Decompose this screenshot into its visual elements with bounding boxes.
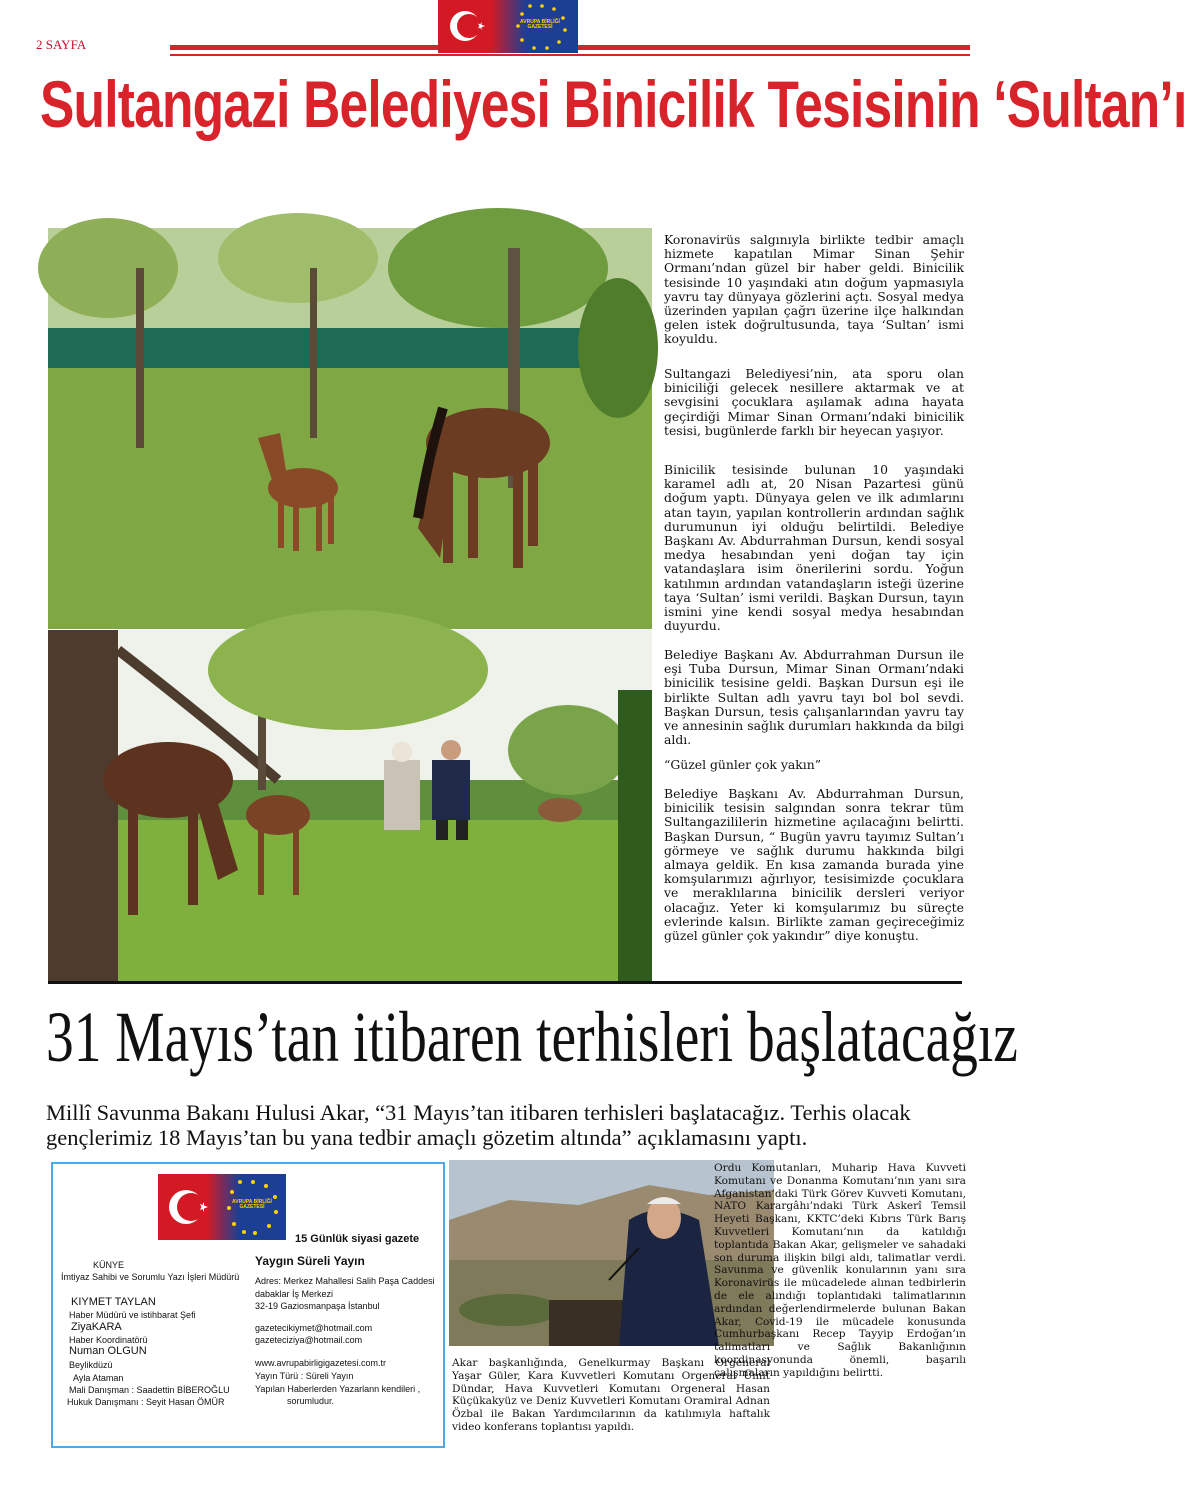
kunye-disclaimer-1: Yapılan Haberlerden Yazarlann kendileri , — [255, 1384, 421, 1394]
article-paragraph: Belediye Başkanı Av. Abdurrahman Dursun, binicilik tesisin salgından sonra tekrar tüm Sultangazililerin hizmetine açılacağını belirtti. Başkan Dursun, “ Bugün yavru tayımız Sultan’ı görmeye ve sağlık durumu hakkında bilgi almaya geldik. En kısa zamanda burada yine komşularımızı ağırlıyor, tesisimizde çocuklara ve meraklılarına binicilik dersleri veriyor olacağız. Yeter ki komşularımız bu süreçte evlerinde kalsın. Birlikte zaman geçireceğimiz güzel günler çok yakındır” diye konuştu. — [664, 786, 964, 944]
main-headline: Sultangazi Belediyesi Binicilik Tesisinin ‘Sultan’ı — [40, 67, 1186, 141]
kunye-email-2: gazeteciziya@hotmail.com — [255, 1335, 363, 1345]
kunye-email-1: gazetecikiymet@hotmail.com — [255, 1323, 373, 1333]
horse-mare-foal-photo — [48, 228, 652, 629]
header-rule-thin — [170, 54, 970, 56]
second-headline: 31 Mayıs’tan itibaren terhisleri başlatacağız — [46, 997, 1018, 1077]
logo-text: AVRUPA BİRLİĞİ GAZETESİ — [520, 19, 560, 31]
kunye-address-3: 32-19 Gaziosmanpaşa İstanbul — [255, 1301, 380, 1311]
kunye-beylik: Beylikdüzü — [69, 1360, 113, 1370]
logo-text: AVRUPA BİRLİĞİ GAZETESİ — [232, 1199, 272, 1211]
kunye-tagline: 15 Günlük siyasi gazete — [295, 1233, 420, 1245]
side-column — [714, 1162, 966, 1380]
masthead-logo — [438, 0, 578, 53]
article-paragraph: Koronavirüs salgınıyla birlikte tedbir amaçlı hizmete kapatılan Mimar Sinan Şehir Ormanı’ndan güzel bir haber geldi. Binicilik tesisinde 10 yaşındaki atın doğum yapmasıyla yavru tay dünyaya gözlerini açtı. Sosyal medya üzerinden yapılan çağrı üzerine ilçe halkından gelen istek doğrultusunda, taya ‘Sultan’ ismi koyuldu. — [664, 232, 964, 347]
kunye-owner-role: İmtiyaz Sahibi ve Sorumlu Yazı İşleri Müdürü — [61, 1272, 240, 1282]
kunye-title: KÜNYE — [93, 1260, 125, 1270]
kunye-address-2: dabaklar İş Merkezi — [255, 1289, 334, 1299]
kunye-news-role: Haber Müdürü ve istihbarat Şefi — [69, 1310, 196, 1320]
kunye-legal: Hukuk Danışmanı : Seyit Hasan ÖMÜR — [67, 1397, 225, 1407]
kunye-finance: Mali Danışman : Saadettin BİBEROĞLU — [69, 1385, 230, 1395]
kunye-pub-type: Yaygın Süreli Yayın — [255, 1254, 365, 1268]
article-paragraph: Binicilik tesisinde bulunan 10 yaşındaki karamel adlı at, 20 Nisan Pazartesi günü doğum yaptı. Dünyaya gelen ve ilk adımlarını atan tayın, yapılan kontrollerin ardından sağlık durumunun iyi olduğu belirtildi. Belediye Başkanı Av. Abdurrahman Dursun, kendi sosyal medya hesabından yeni doğan tay için vatandaşlara isim önerilerini sordu. Yoğun katılımın ardından vatandaşların isteği üzerine taya ‘Sultan’ ismi verildi. Başkan Dursun, tayın ismini yine kendi sosyal medya hesabından duyurdu. — [664, 462, 964, 634]
article-col-1 — [664, 233, 964, 347]
kunye-news: ZiyaKARA — [71, 1321, 122, 1333]
kunye-coord: Numan OLGUN — [69, 1345, 147, 1357]
article-col-4 — [664, 648, 964, 747]
kunye-beylik-name: Ayla Ataman — [73, 1373, 124, 1383]
kunye-logo — [158, 1174, 286, 1240]
article-paragraph: Belediye Başkanı Av. Abdurrahman Dursun ile eşi Tuba Dursun, Mimar Sinan Ormanı’ndaki binicilik tesisine geldi. Başkan Dursun eşi ile birlikte Sultan adlı yavru tayı bol bol sevdi. Başkan Dursun, tesis çalışanlarından yavru tay ve annesinin sağlık durumları hakkında da bilgi aldı. — [664, 647, 964, 748]
lead-paragraph: Millî Savunma Bakanı Hulusi Akar, “31 Mayıs’tan itibaren terhisleri başlatacağız. Terhis olacak gençlerimiz 18 Mayıs’tan bu yana tedbir amaçlı gözetim altında” açıklamasını yaptı. — [46, 1100, 911, 1150]
kunye-website: www.avrupabirligigazetesi.com.tr — [255, 1358, 387, 1368]
article-paragraph: Sultangazi Belediyesi’nin, ata sporu olan biniciliği gelecek nesillere aktarmak ve at sevgisini çocuklara aşılamak adına hayata geçirdiği Mimar Sinan Ormanı’ndaki binicilik tesisi, bugünlerde farklı bir heyecan yaşıyor. — [664, 366, 964, 438]
page-number: 2 SAYFA — [36, 37, 87, 52]
kunye-coord-role: Haber Koordinatörü — [69, 1335, 148, 1345]
kunye-disclaimer-2: sorumludur. — [287, 1396, 335, 1406]
side-paragraph: Ordu Komutanları, Muharip Hava Kuvveti Komutanı ve Donanma Komutanı’nın yanı sıra Afganistan’daki Türk Görev Kuvveti Komutanı, NATO Karargâhı’ndaki Türk Askerî Temsil Heyeti Başkanı, KKTC’deki Kıbrıs Türk Barış Kuvvetleri Komutanı’nın da katıldığı toplantıda Bakan Akar, gelişmeler ve sahadaki son duruma ilişkin bilgi aldı, talimatlar verdi. Savunma ve güvenlik konularının yanı sıra Koronavirüs ile mücadelede alınan tedbirlerin de ele alındığı toplantıdaki talimatlarının ardından değerlendirmelerde bulunan Bakan Akar, Covid-19 ile mücadele konusunda Cumhurbaşkanı Recep Tayyip Erdoğan’ın talimatları ve Sağlık Bakanlığının koordinasyonunda önemli, başarılı çalışmaların yapıldığını belirtti. — [714, 1162, 966, 1379]
kunye-pub-kind: Yayın Türü : Süreli Yayın — [255, 1371, 354, 1381]
article-col-2 — [664, 367, 964, 438]
kunye-owner: KIYMET TAYLAN — [71, 1296, 156, 1308]
mayor-visit-photo — [48, 630, 652, 982]
article-subhead — [664, 758, 964, 772]
kunye-address-1: Adres: Merkez Mahallesi Salih Paşa Caddesi — [255, 1276, 435, 1286]
kunye-box — [51, 1162, 445, 1448]
section-divider — [48, 981, 962, 984]
article-subheading: “Güzel günler çok yakın” — [664, 757, 822, 772]
article-col-3 — [664, 463, 964, 633]
article-col-6 — [664, 787, 964, 943]
photo-caption: Akar başkanlığında, Genelkurmay Başkanı Orgeneral Yaşar Güler, Kara Kuvvetleri Komutanı Orgeneral Ümit Dündar, Hava Kuvvetleri Komutanı Orgeneral Hasan Küçükakyüz ve Deniz Kuvvetleri Komutanı Oramiral Adnan Özbal ile Bakan Yardımcılarının da katılımıyla haftalık video konferans toplantısı yapıldı. — [452, 1357, 770, 1433]
